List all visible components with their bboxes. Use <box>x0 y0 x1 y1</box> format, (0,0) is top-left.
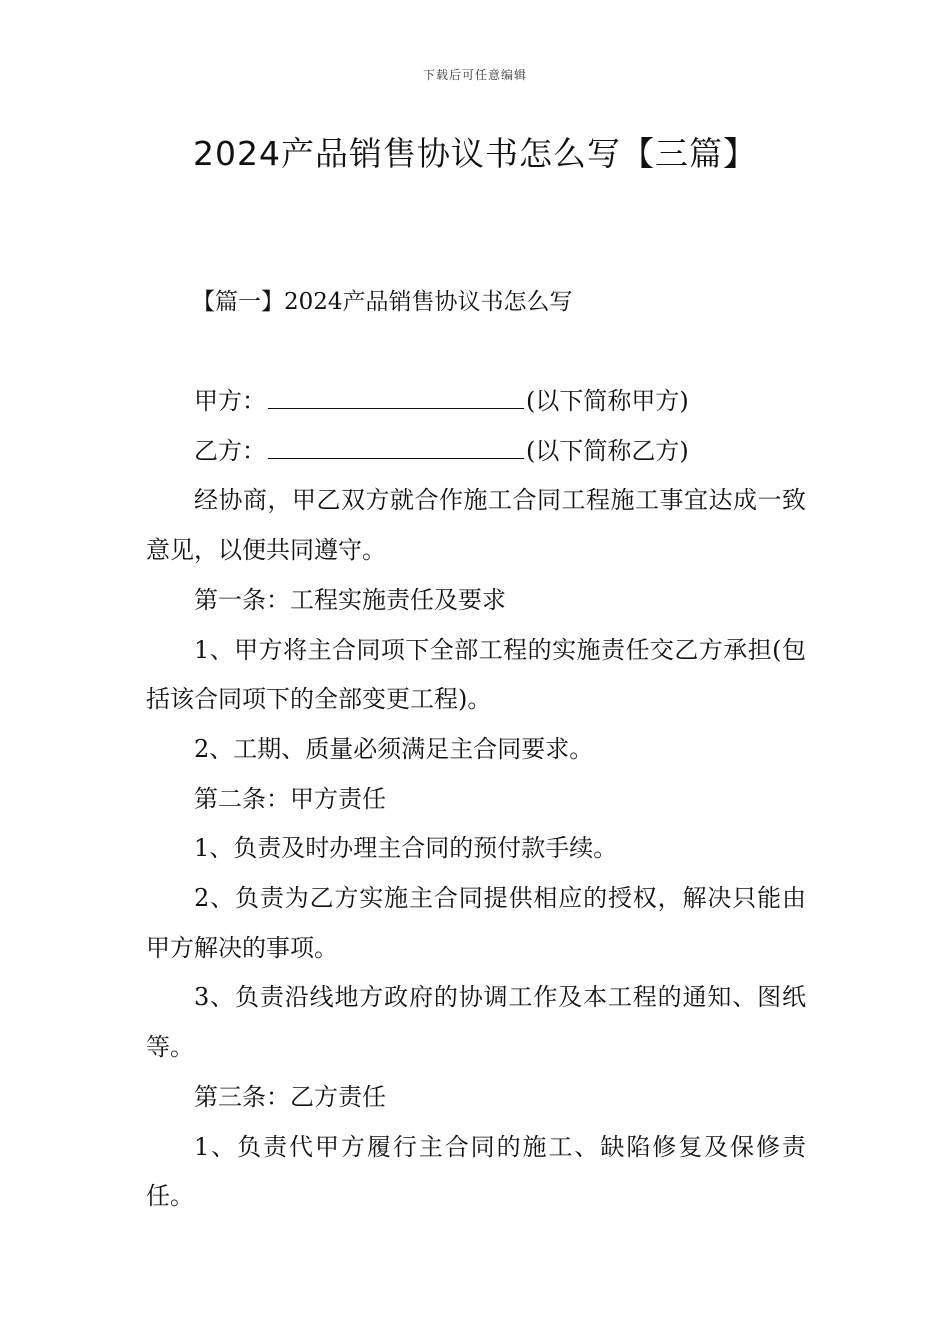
party-a-label: 甲方： <box>194 387 266 415</box>
party-b-suffix: (以下简称乙方) <box>526 436 689 465</box>
party-b-label: 乙方： <box>194 436 266 465</box>
article-2-item-2: 2、负责为乙方实施主合同提供相应的授权，解决只能由甲方解决的事项。 <box>146 884 806 962</box>
article-2-heading: 第二条：甲方责任 <box>194 784 386 813</box>
article-2-item-3: 3、负责沿线地方政府的协调工作及本工程的通知、图纸等。 <box>146 983 806 1062</box>
party-b-line <box>146 427 806 477</box>
party-a-blank <box>268 386 524 409</box>
document-title: 2024产品销售协议书怎么写【三篇】 <box>193 134 757 173</box>
party-a-suffix: (以下简称甲方) <box>526 387 689 415</box>
article-3-item-1: 1、负责代甲方履行主合同的施工、缺陷修复及保修责任。 <box>146 1132 806 1211</box>
document-body <box>146 377 806 1222</box>
article-1-item-2: 2、工期、质量必须满足主合同要求。 <box>194 734 594 763</box>
article-1-item-1: 1、甲方将主合同项下全部工程的实施责任交乙方承担(包括该合同项下的全部变更工程)。 <box>146 635 806 714</box>
article-2-item-1: 1、负责及时办理主合同的预付款手续。 <box>194 834 618 863</box>
article-3-heading: 第三条：乙方责任 <box>194 1082 386 1111</box>
party-a-line <box>146 377 806 427</box>
paragraph-intro: 经协商，甲乙双方就合作施工合同工程施工事宜达成一致意见，以便共同遵守。 <box>146 486 806 565</box>
party-b-blank <box>268 436 524 459</box>
section-title: 【篇一】2024产品销售协议书怎么写 <box>192 289 573 315</box>
header-note: 下载后可任意编辑 <box>422 68 527 82</box>
article-1-heading: 第一条：工程实施责任及要求 <box>194 585 506 614</box>
